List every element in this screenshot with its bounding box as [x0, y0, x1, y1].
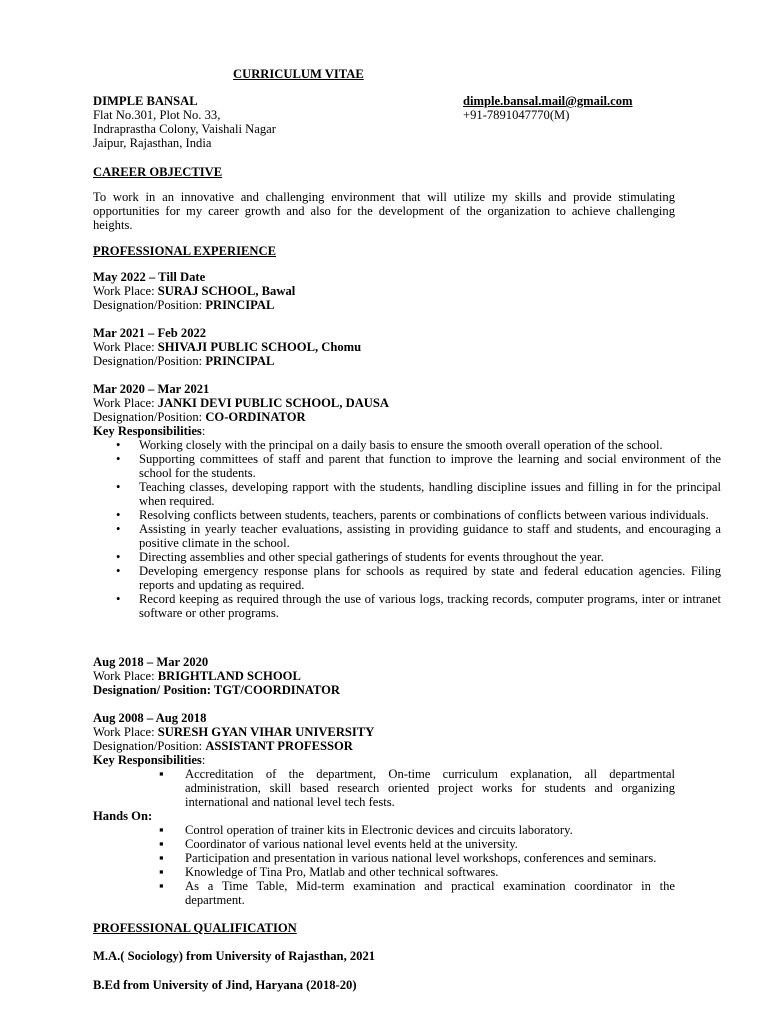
qualification-ma: M.A.( Sociology) from University of Rajasthan, 2021	[93, 949, 376, 963]
hands-on-list	[93, 823, 675, 907]
job-workplace: Work Place: JANKI DEVI PUBLIC SCHOOL, DAUSA	[93, 396, 390, 410]
qualification-heading: PROFESSIONAL QUALIFICATION	[93, 921, 297, 935]
list-item: ▪ Knowledge of Tina Pro, Matlab and other technical softwares.	[93, 865, 675, 879]
job-period: Aug 2018 – Mar 2020	[93, 655, 209, 669]
list-item: • Resolving conflicts between students, teachers, parents or combinations of conflicts between various individuals.	[93, 508, 721, 522]
job-workplace: Work Place: SURESH GYAN VIHAR UNIVERSITY	[93, 725, 375, 739]
phone-number: +91-7891047770(M)	[463, 108, 570, 122]
list-item: • Assisting in yearly teacher evaluations, assisting in providing guidance to staff and students, and encouraging a positive climate in the school.	[93, 522, 721, 550]
list-item: ▪ Coordinator of various national level events held at the university.	[93, 837, 675, 851]
career-objective-text: To work in an innovative and challenging environment that will utilize my skills and provide stimulating opportunities for my career growth and also for the development of the organization to achieve challenging heights.	[93, 190, 675, 232]
key-responsibilities-label: Key Responsibilities:	[93, 753, 206, 767]
list-item: • Directing assemblies and other special gatherings of students for events throughout the year.	[93, 550, 721, 564]
list-item: • Developing emergency response plans for schools as required by state and federal education agencies. Filing reports and updating as required.	[93, 564, 721, 592]
list-item: ▪ Control operation of trainer kits in Electronic devices and circuits laboratory.	[93, 823, 675, 837]
job-brightland	[93, 655, 675, 697]
job-shivaji	[93, 326, 675, 368]
job-designation: Designation/Position: ASSISTANT PROFESSOR	[93, 739, 353, 753]
job-suraj	[93, 270, 675, 312]
list-item: ▪ As a Time Table, Mid-term examination and practical examination coordinator in the department.	[93, 879, 675, 907]
job-workplace: Work Place: SURAJ SCHOOL, Bawal	[93, 284, 296, 298]
list-item: ▪ Participation and presentation in various national level workshops, conferences and seminars.	[93, 851, 675, 865]
contact-address-block	[93, 94, 423, 150]
job-period: Mar 2021 – Feb 2022	[93, 326, 207, 340]
list-item: ▪ Accreditation of the department, On-time curriculum explanation, all departmental administration, skill based research oriented project works for students and organizing international and national level tech fests.	[93, 767, 675, 809]
job-designation: Designation/Position: CO-ORDINATOR	[93, 410, 306, 424]
sgvu-responsibilities-list	[93, 767, 675, 809]
key-responsibilities-label: Key Responsibilities:	[93, 424, 206, 438]
qualification-bed: B.Ed from University of Jind, Haryana (2018-20)	[93, 978, 357, 992]
job-period: May 2022 – Till Date	[93, 270, 206, 284]
job-period: Mar 2020 – Mar 2021	[93, 382, 210, 396]
address-line-2: Indraprastha Colony, Vaishali Nagar	[93, 122, 276, 136]
document-title: CURRICULUM VITAE	[233, 67, 364, 81]
job-designation: Designation/Position: PRINCIPAL	[93, 298, 275, 312]
hands-on-label: Hands On:	[93, 809, 153, 823]
job-designation: Designation/Position: PRINCIPAL	[93, 354, 275, 368]
list-item: • Teaching classes, developing rapport with the students, handling discipline issues and filling in for the principal when required.	[93, 480, 721, 508]
job-period: Aug 2008 – Aug 2018	[93, 711, 207, 725]
job-sgvu	[93, 711, 675, 907]
contact-info-block	[463, 94, 633, 122]
career-objective-heading: CAREER OBJECTIVE	[93, 165, 223, 179]
list-item: • Record keeping as required through the use of various logs, tracking records, computer programs, inter or intranet software or other programs.	[93, 592, 721, 620]
job-janki	[93, 382, 721, 620]
job-designation: Designation/ Position: TGT/COORDINATOR	[93, 683, 341, 697]
candidate-name: DIMPLE BANSAL	[93, 94, 198, 108]
list-item: • Working closely with the principal on a daily basis to ensure the smooth overall operation of the school.	[93, 438, 721, 452]
experience-heading: PROFESSIONAL EXPERIENCE	[93, 244, 276, 258]
job-workplace: Work Place: BRIGHTLAND SCHOOL	[93, 669, 301, 683]
list-item: • Supporting committees of staff and parent that function to improve the learning and social environment of the school for the students.	[93, 452, 721, 480]
address-line-3: Jaipur, Rajasthan, India	[93, 136, 212, 150]
job-workplace: Work Place: SHIVAJI PUBLIC SCHOOL, Chomu	[93, 340, 362, 354]
address-line-1: Flat No.301, Plot No. 33,	[93, 108, 221, 122]
email-link[interactable]: dimple.bansal.mail@gmail.com	[463, 94, 633, 108]
janki-responsibilities-list	[93, 438, 721, 620]
